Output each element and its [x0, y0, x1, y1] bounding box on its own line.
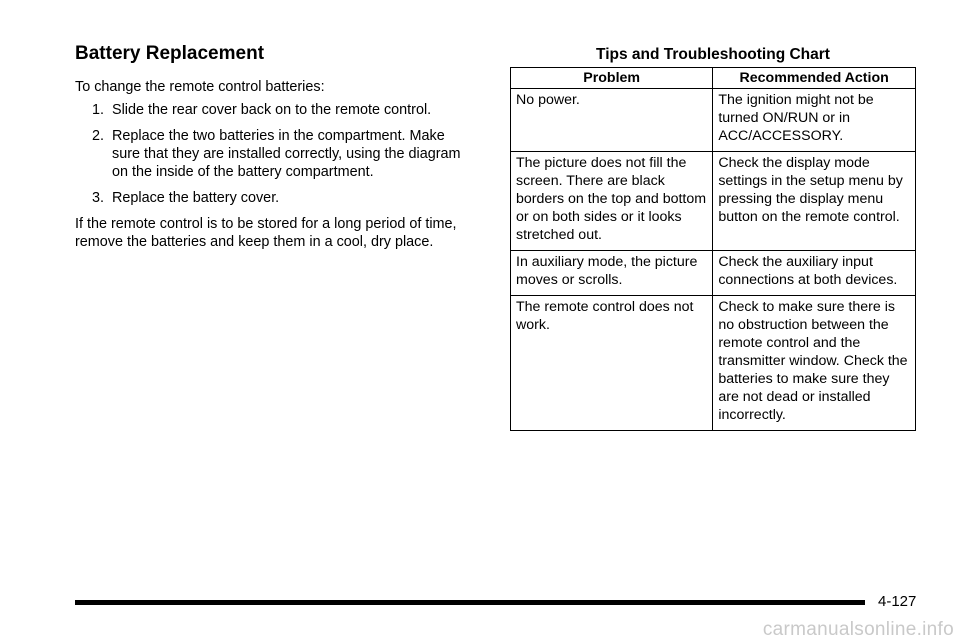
action-cell: Check to make sure there is no obstruction between the remote control and the transmitter window. Check the batteries to make sure they are not dead or installed incorrectly. — [713, 296, 916, 431]
table-row — [511, 89, 916, 152]
action-cell: Check the auxiliary input connections at both devices. — [713, 251, 916, 296]
list-item — [75, 101, 475, 119]
intro-text: To change the remote control batteries: — [75, 79, 325, 95]
problem-cell: The picture does not fill the screen. There are black borders on the top and bottom or on both sides or it looks stretched out. — [511, 152, 713, 251]
storage-note: If the remote control is to be stored for a long period of time, remove the batteries and keep them in a cool, dry place. — [75, 216, 457, 250]
problem-cell: The remote control does not work. — [511, 296, 713, 431]
troubleshooting-table — [510, 67, 916, 431]
column-header-problem: Problem — [511, 68, 713, 89]
column-header-action: Recommended Action — [713, 68, 916, 89]
table-row — [511, 296, 916, 431]
footer-divider — [75, 600, 865, 605]
chart-title: Tips and Troubleshooting Chart — [596, 46, 830, 63]
page-number: 4-127 — [878, 593, 917, 610]
section-title: Battery Replacement — [75, 43, 265, 64]
step-text: Slide the rear cover back on to the remote control. — [112, 102, 432, 118]
table-header-row — [511, 68, 916, 89]
list-item — [75, 127, 475, 181]
battery-replacement-section — [75, 42, 475, 251]
list-item — [75, 189, 475, 207]
step-number: 1. — [91, 102, 104, 118]
step-text: Replace the battery cover. — [112, 190, 280, 206]
step-text: Replace the two batteries in the compartment. Make sure that they are installed correctly, using the diagram on the inside of the battery compartment. — [112, 128, 461, 180]
step-number: 2. — [91, 128, 104, 144]
action-cell: Check the display mode settings in the setup menu by pressing the display menu button on the remote control. — [713, 152, 916, 251]
problem-cell: In auxiliary mode, the picture moves or scrolls. — [511, 251, 713, 296]
table-row — [511, 251, 916, 296]
steps-list — [75, 101, 475, 207]
table-row — [511, 152, 916, 251]
action-cell: The ignition might not be turned ON/RUN or in ACC/ACCESSORY. — [713, 89, 916, 152]
watermark: carmanualsonline.info — [762, 619, 954, 640]
problem-cell: No power. — [511, 89, 713, 152]
step-number: 3. — [91, 190, 104, 206]
